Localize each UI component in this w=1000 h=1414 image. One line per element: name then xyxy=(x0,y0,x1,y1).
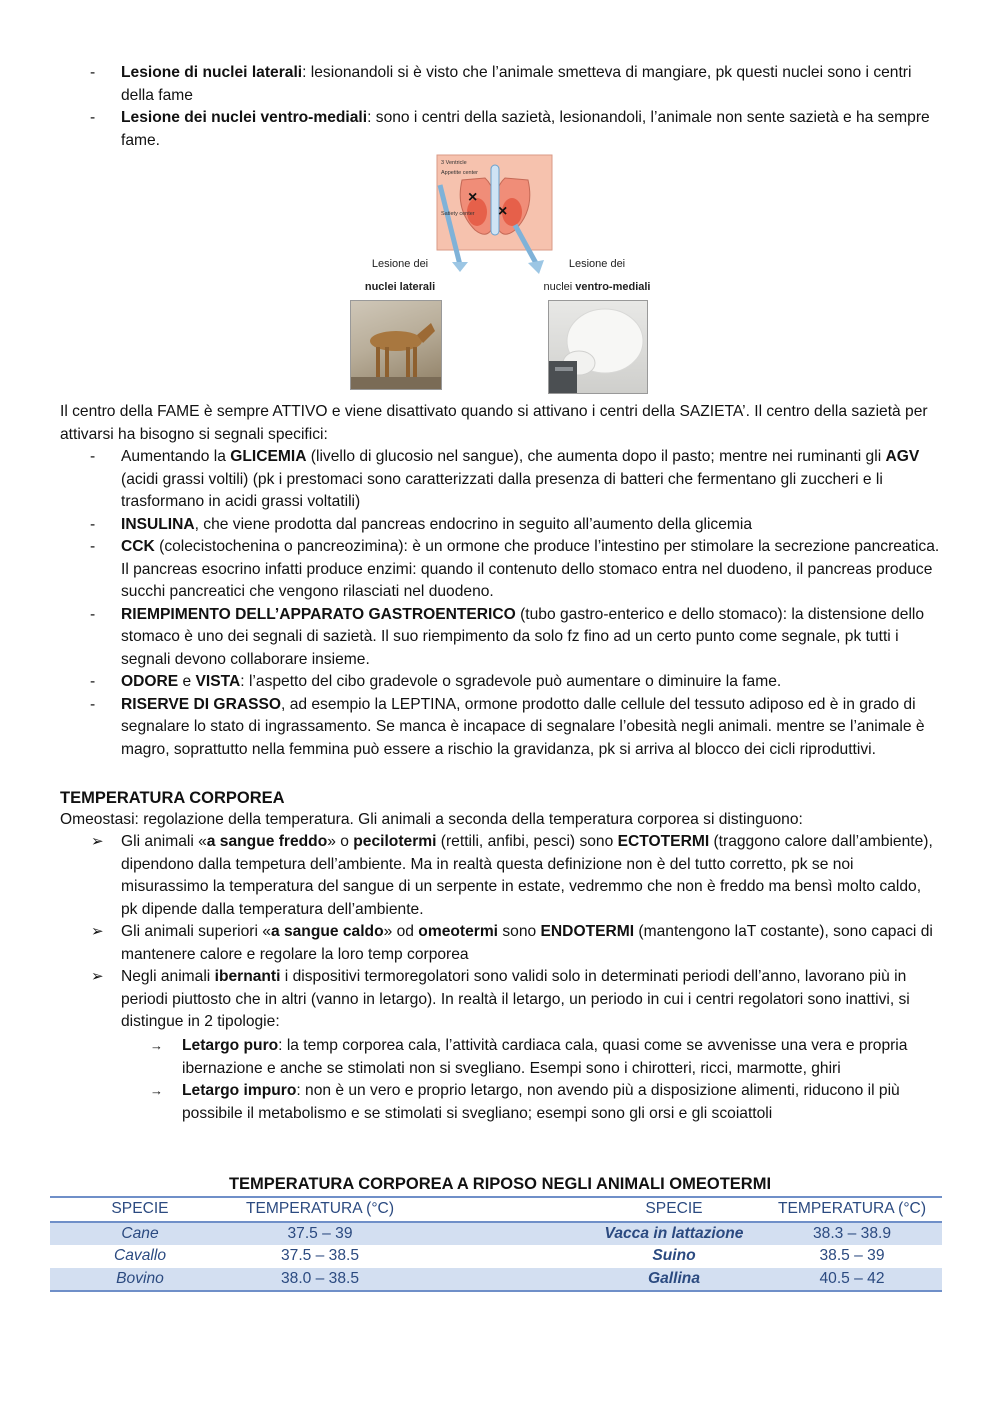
section-intro: Omeostasi: regolazione della temperatura. Gli animali a seconda della temperatura corporea si distinguono: xyxy=(60,811,803,828)
hibernation-types-list xyxy=(60,1035,940,1125)
section-title: TEMPERATURA CORPOREA xyxy=(60,789,285,807)
right-arrow-icon: → xyxy=(150,1038,163,1053)
list-item: - RISERVE DI GRASSO, ad esempio la LEPTINA, ormone prodotto dalle cellule del tessuto adiposo ed è in grado di segnalare lo stato di ingrassamento. Se manca è incapace di segnalare l’obesità negli animali. mentre se l’animale è magro, soprattutto nella femmina può essere a rischio la gravidanza, pk si arriva al blocco dei cicli riproduttivi. xyxy=(60,694,940,762)
lesion-list xyxy=(60,62,940,152)
svg-text:Satiety center: Satiety center xyxy=(441,211,475,217)
left-caption: Lesione dei nuclei laterali xyxy=(364,258,436,293)
hypothalamus-lesion-figure xyxy=(340,150,670,400)
list-item: - Aumentando la GLICEMIA (livello di glucosio nel sangue), che aumenta dopo il pasto; mentre nei ruminanti gli AGV (acidi grassi voltili) (pk i prestomaci sono caratterizzati dalla presenza di batteri che fermentano gli zuccheri e li trasformano in acidi grassi voltatili) xyxy=(60,446,940,514)
fat-cat-photo xyxy=(548,300,648,394)
list-item: - Lesione di nuclei laterali: lesionandoli si è visto che l’animale smetteva di mangiare, pk questi nuclei sono i centri della fame xyxy=(60,62,940,107)
body-temperature-table xyxy=(50,1196,942,1292)
svg-text:Appetite center: Appetite center xyxy=(441,170,478,176)
svg-text:×: × xyxy=(498,203,508,220)
list-item: → Letargo impuro: non è un vero e proprio letargo, non avendo più a disposizione alimenti, riducono il più possibile il metabolismo e se stimolati si svegliano; esempi sono gli orsi e gli scoiattoli xyxy=(150,1082,900,1122)
table-header-row xyxy=(50,1197,942,1222)
thermoregulation-list xyxy=(60,831,940,1034)
svg-text:×: × xyxy=(468,189,478,206)
table-title: TEMPERATURA CORPOREA A RIPOSO NEGLI ANIMALI OMEOTERMI xyxy=(228,1175,772,1193)
column-header: SPECIE xyxy=(586,1197,762,1222)
arrow-bullet-icon: ➢ xyxy=(91,833,104,850)
svg-text:3 Ventricle: 3 Ventricle xyxy=(441,160,467,166)
right-arrow-icon: → xyxy=(150,1083,163,1098)
list-item: ➢ Gli animali superiori «a sangue caldo» od omeotermi sono ENDOTERMI (mantengono laT costante), sono capaci di mantenere calore e regolare la loro temp corporea xyxy=(91,923,933,963)
list-item: ➢ Negli animali ibernanti i dispositivi termoregolatori sono validi solo in determinati periodi dell’anno, lavorano più in periodi piuttosto che in altri (vanno in letargo). In realtà il letargo, un periodo in cui i centri regolatori sono inattivi, si distingue in 2 tipologie: xyxy=(91,968,910,1030)
table-row: Cavallo 37.5 – 38.5 Suino 38.5 – 39 xyxy=(113,1247,885,1264)
column-header: SPECIE xyxy=(50,1197,230,1222)
arrow-bullet-icon: ➢ xyxy=(91,923,104,940)
list-item: - ODORE e VISTA: l’aspetto del cibo gradevole o sgradevole può aumentare o diminuire la fame. xyxy=(60,671,940,694)
list-item: - CCK (colecistochenina o pancreozimina): è un ormone che produce l’intestino per stimolare la secrezione pancreatica. Il pancreas esocrino infatti produce enzimi: quando il contenuto dello stomaco entra nel duodeno, il pancreas produce succhi pancreatici che vengono rilasciati nel duodeno. xyxy=(60,536,940,604)
column-header: TEMPERATURA (°C) xyxy=(762,1197,942,1222)
satiety-signals-list xyxy=(60,446,940,761)
arrow-bullet-icon: ➢ xyxy=(91,968,104,985)
list-item: - RIEMPIMENTO DELL’APPARATO GASTROENTERICO (tubo gastro-enterico e dello stomaco): la distensione dello stomaco è uno dei segnali di sazietà. Il suo riempimento da solo fz fino ad un certo punto come segnale, pk tutti i segnali devono collaborare insieme. xyxy=(60,604,940,672)
list-item: ➢ Gli animali «a sangue freddo» o pecilotermi (rettili, anfibi, pesci) sono ECTOTERMI (traggono calore dall’ambiente), dipendono dalla tempetura dell’ambiente. Ma in realtà questa definizione non è del tutto corretto, pk se noi misurassimo la temperatura del sangue di un serpente in estate, vedremmo che non è freddo ma bensì molto caldo, pk dipende dalla temperatura dell’ambiente. xyxy=(91,833,933,918)
list-item: - INSULINA, che viene prodotta dal pancreas endocrino in seguito all’aumento della glicemia xyxy=(60,514,940,537)
column-header: TEMPERATURA (°C) xyxy=(230,1197,410,1222)
list-item: - Lesione dei nuclei ventro-mediali: sono i centri della sazietà, lesionandoli, l’animale non sente sazietà e ha sempre fame. xyxy=(60,107,940,152)
table-row: Bovino 38.0 – 38.5 Gallina 40.5 – 42 xyxy=(50,1268,942,1292)
list-item: → Letargo puro: la temp corporea cala, l’attività cardiaca cala, quasi come se avvenisse una vera e propria ibernazione e anche se stimolati non si svegliano. Esempi sono i chirotteri, ricci, marmotte, ghiri xyxy=(150,1037,908,1077)
right-caption: Lesione dei nuclei ventro-mediali xyxy=(543,258,651,293)
table-row: Cane 37.5 – 39 Vacca in lattazione 38.3 – 38.9 xyxy=(50,1222,942,1246)
hunger-intro-paragraph: Il centro della FAME è sempre ATTIVO e viene disattivato quando si attivano i centri della SAZIETA’. Il centro della sazietà per attivarsi ha bisogno si segnali specifici: xyxy=(60,403,928,443)
thin-dog-photo xyxy=(350,300,442,390)
